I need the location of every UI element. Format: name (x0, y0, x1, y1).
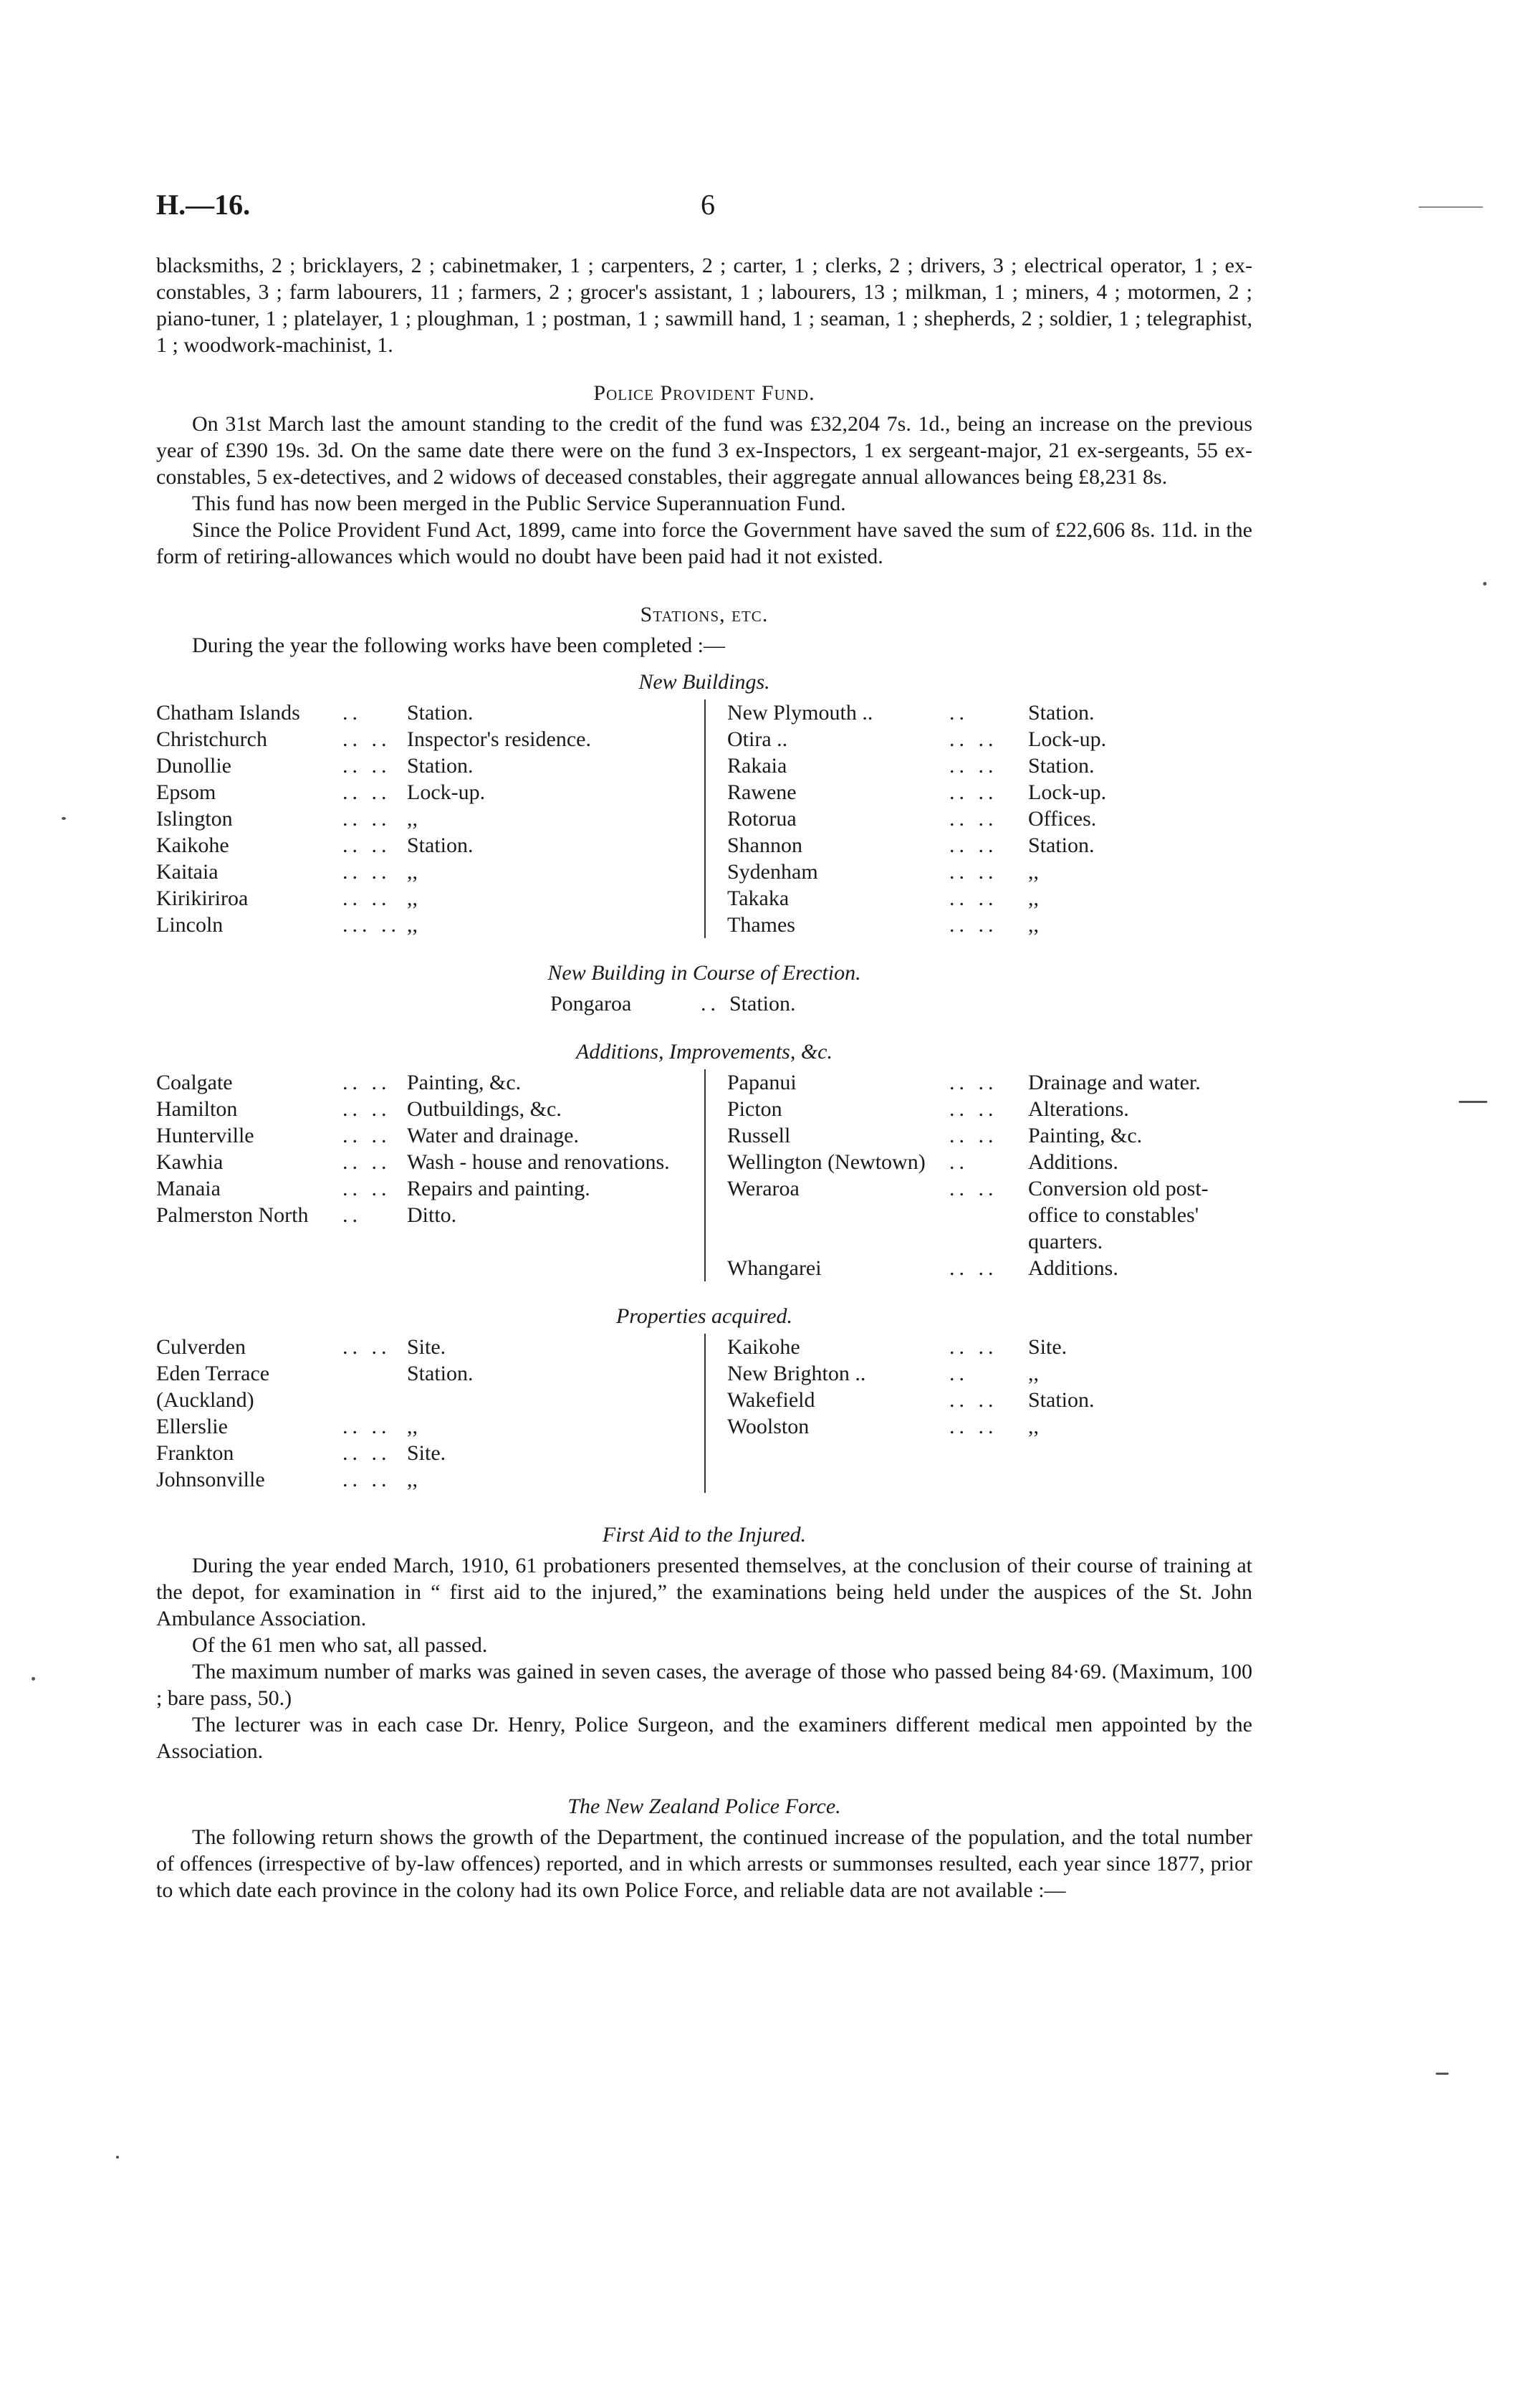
first-aid-paragraph-3: The maximum number of marks was gained in seven cases, the average of those who passed being 84·69. (Maximum, 100 ; bare pass, 50.) (156, 1660, 1252, 1710)
place-name: Coalgate (156, 1071, 233, 1094)
place-name: Islington (156, 807, 233, 831)
leader-dots: .. .. (949, 727, 998, 751)
work-description: Inspector's residence. (407, 727, 591, 751)
stations-heading: Stations, etc. (640, 603, 769, 626)
new-buildings-right-column (704, 699, 1252, 938)
leader-dots: .. .. (342, 1150, 391, 1174)
in-course-name: Pongaroa (550, 992, 632, 1016)
leader-dots: .. .. (342, 1335, 391, 1359)
table-row (727, 832, 1252, 859)
table-row (156, 1096, 690, 1122)
leader-dots: .. .. (342, 1415, 391, 1438)
leader-dots: .. .. (342, 887, 391, 910)
place-name: Manaia (156, 1177, 221, 1200)
place-name: Thames (727, 913, 795, 937)
provident-paragraph-3: Since the Police Provident Fund Act, 1899, came into force the Government have saved the sum of £22,606 8s. 11d. in the form of retiring-allowances which would no doubt have been paid had it not existed. (156, 518, 1252, 568)
place-name: Wakefield (727, 1388, 815, 1412)
work-description: ,, (1028, 1362, 1039, 1385)
work-description: Offices. (1028, 807, 1097, 831)
leader-dots: .. .. (949, 1335, 998, 1359)
place-name: Otira .. (727, 727, 788, 751)
work-description: Additions. (1028, 1150, 1118, 1174)
place-name: New Plymouth .. (727, 701, 873, 725)
police-force-heading: The New Zealand Police Force. (567, 1795, 841, 1818)
table-row (727, 1175, 1252, 1255)
place-name: Kaikohe (156, 833, 229, 857)
properties-left-column (156, 1334, 704, 1493)
table-row (727, 1096, 1252, 1122)
work-description: Water and drainage. (407, 1124, 579, 1147)
work-description: Station. (407, 701, 474, 725)
additions-heading: Additions, Improvements, &c. (576, 1040, 833, 1064)
place-name: Johnsonville (156, 1468, 265, 1491)
leader-dots: .. (342, 701, 362, 725)
work-description: Lock-up. (1028, 727, 1107, 751)
table-row (727, 1255, 1252, 1281)
table-row (156, 1175, 690, 1202)
table-row (727, 1413, 1252, 1440)
police-force-paragraph: The following return shows the growth of the Department, the continued increase of the population, and the total number of offences (irrespective of by-law offences) reported, and in which arrests or summonses resulted, each year since 1877, prior to which date each province in the colony had its own Police Force, and reliable data are not available :— (156, 1825, 1252, 1902)
new-buildings-left-column (156, 699, 704, 938)
provident-paragraph-2: This fund has now been merged in the Public Service Superannuation Fund. (192, 492, 846, 515)
table-row (156, 1413, 690, 1440)
place-name: Weraroa (727, 1177, 800, 1200)
table-row (727, 699, 1252, 726)
work-description: Station. (1028, 754, 1095, 778)
table-row (156, 752, 690, 779)
table-row (156, 1360, 690, 1413)
table-row (156, 912, 690, 938)
table-row (727, 806, 1252, 832)
place-name: Rawene (727, 780, 797, 804)
page-header (156, 188, 1252, 231)
leader-dots: .. .. (949, 1177, 998, 1200)
work-description: Conversion old post-office to constables' quarters. (1028, 1177, 1209, 1253)
table-row (156, 1122, 690, 1149)
place-name: Papanui (727, 1071, 797, 1094)
leader-dots: .. .. (342, 1441, 391, 1465)
leader-dots: .. .. (342, 1177, 391, 1200)
work-description: Outbuildings, &c. (407, 1097, 562, 1121)
table-row (727, 1069, 1252, 1096)
leader-dots: .. .. (949, 1388, 998, 1412)
additions-table (156, 1069, 1252, 1281)
scan-speck (32, 1677, 35, 1681)
place-name: Dunollie (156, 754, 231, 778)
leader-dots: .. .. (949, 780, 998, 804)
table-row (156, 806, 690, 832)
place-name: Epsom (156, 780, 216, 804)
leader-dots (342, 1360, 407, 1413)
table-row (156, 885, 690, 912)
leader-dots: .. .. (949, 887, 998, 910)
place-name: Rakaia (727, 754, 787, 778)
place-name: Kirikiriroa (156, 887, 249, 910)
table-row (156, 779, 690, 806)
place-name: Hunterville (156, 1124, 254, 1147)
table-row (156, 859, 690, 885)
leader-dots: .. .. (949, 833, 998, 857)
leader-dots: .. .. (949, 1124, 998, 1147)
leader-dots: .. .. (949, 1071, 998, 1094)
leader-dots: .. .. (949, 1097, 998, 1121)
leader-dots: .. .. (342, 1124, 391, 1147)
work-description: ,, (1028, 860, 1039, 884)
properties-table (156, 1334, 1252, 1493)
place-name: Rotorua (727, 807, 797, 831)
page-number: 6 (701, 188, 715, 221)
table-row (156, 699, 690, 726)
leader-dots: .. .. (949, 754, 998, 778)
stations-intro: During the year the following works have been completed :— (192, 634, 725, 657)
work-description: Lock-up. (1028, 780, 1107, 804)
work-description: Painting, &c. (1028, 1124, 1143, 1147)
place-name: Ellerslie (156, 1415, 228, 1438)
additions-left-column (156, 1069, 704, 1281)
table-row (727, 726, 1252, 752)
table-row (727, 1360, 1252, 1387)
work-description: ,, (1028, 913, 1039, 937)
table-row (727, 1334, 1252, 1360)
additions-right-column (704, 1069, 1252, 1281)
work-description: Station. (407, 754, 474, 778)
leader-dots: .. .. (342, 780, 391, 804)
place-name: Frankton (156, 1441, 234, 1465)
work-description: ,, (407, 913, 418, 937)
place-name: Chatham Islands (156, 701, 300, 725)
leader-dots: .. .. (342, 1097, 391, 1121)
place-name: Eden Terrace (Auckland) (156, 1362, 270, 1412)
document-reference: H.—16. (156, 188, 251, 221)
leader-dots: .. .. (342, 1071, 391, 1094)
table-row (727, 859, 1252, 885)
work-description: Station. (1028, 1388, 1095, 1412)
work-description: Alterations. (1028, 1097, 1129, 1121)
table-row (727, 779, 1252, 806)
provident-fund-heading: Police Provident Fund. (593, 381, 815, 405)
new-buildings-table (156, 699, 1252, 938)
work-description: Drainage and water. (1028, 1071, 1201, 1094)
leader-dots: .. .. (949, 1256, 998, 1280)
work-description: Lock-up. (407, 780, 486, 804)
table-row (727, 752, 1252, 779)
leader-dots: .. .. (949, 807, 998, 831)
table-row (156, 726, 690, 752)
work-description: Station. (407, 1362, 474, 1385)
table-row (156, 832, 690, 859)
place-name: Lincoln (156, 913, 224, 937)
work-description: Wash - house and renovations. (407, 1150, 670, 1174)
in-course-heading: New Building in Course of Erection. (547, 961, 861, 985)
place-name: Shannon (727, 833, 802, 857)
place-name: Kawhia (156, 1150, 224, 1174)
table-row (727, 885, 1252, 912)
table-row (156, 1202, 690, 1228)
properties-right-column (704, 1334, 1252, 1493)
place-name: Hamilton (156, 1097, 238, 1121)
table-row (156, 1069, 690, 1096)
scan-mark (1459, 1101, 1487, 1103)
place-name: Palmerston North (156, 1203, 309, 1227)
work-description: ,, (407, 887, 418, 910)
work-description: Site. (407, 1441, 446, 1465)
leader-dots: .. .. (949, 860, 998, 884)
table-row (727, 1122, 1252, 1149)
place-name: Sydenham (727, 860, 818, 884)
work-description: Station. (1028, 833, 1095, 857)
work-description: Ditto. (407, 1203, 457, 1227)
leader-dots: .. (949, 701, 969, 725)
work-description: Station. (407, 833, 474, 857)
table-row (156, 1440, 690, 1466)
in-course-dots: .. (701, 992, 720, 1016)
page-content (156, 252, 1252, 1903)
first-aid-paragraph-1: During the year ended March, 1910, 61 probationers presented themselves, at the conclusion of their course of training at the depot, for examination in “ first aid to the injured,” the examinations being held under the auspices of the St. John Ambulance Association. (156, 1554, 1252, 1630)
place-name: Culverden (156, 1335, 246, 1359)
scan-speck (116, 2156, 119, 2159)
leader-dots: .. (342, 1203, 362, 1227)
work-description: ,, (407, 807, 418, 831)
place-name: Takaka (727, 887, 790, 910)
leader-dots: .. .. (949, 1415, 998, 1438)
leader-dots: .. .. (342, 807, 391, 831)
table-row (727, 1387, 1252, 1413)
properties-heading: Properties acquired. (615, 1304, 793, 1328)
scan-speck (62, 817, 66, 820)
work-description: Site. (407, 1335, 446, 1359)
in-course-desc: Station. (729, 992, 796, 1016)
scan-speck (1483, 582, 1487, 586)
in-course-row (550, 990, 1252, 1017)
place-name: New Brighton .. (727, 1362, 866, 1385)
leader-dots: .. .. (342, 754, 391, 778)
leader-dots: ... .. (342, 913, 400, 937)
leader-dots: .. .. (342, 833, 391, 857)
leader-dots: .. .. (342, 860, 391, 884)
work-description: ,, (407, 860, 418, 884)
first-aid-paragraph-4: The lecturer was in each case Dr. Henry, Police Surgeon, and the examiners different medical men appointed by the Association. (156, 1713, 1252, 1763)
work-description: Repairs and painting. (407, 1177, 590, 1200)
leader-dots: .. .. (342, 727, 391, 751)
place-name: Wellington (Newtown) (727, 1150, 926, 1174)
work-description: ,, (407, 1468, 418, 1491)
place-name: Woolston (727, 1415, 810, 1438)
place-name: Russell (727, 1124, 791, 1147)
provident-paragraph-1: On 31st March last the amount standing to the credit of the fund was £32,204 7s. 1d., being an increase on the previous year of £390 19s. 3d. On the same date there were on the fund 3 ex-Inspectors, 1 ex sergeant-major, 21 ex-sergeants, 55 ex-constables, 5 ex-detectives, and 2 widows of deceased constables, their aggregate annual allowances being £8,231 8s. (156, 412, 1252, 489)
table-row (156, 1334, 690, 1360)
table-row (727, 1149, 1252, 1175)
scan-mark (1419, 206, 1483, 208)
first-aid-heading: First Aid to the Injured. (602, 1523, 807, 1547)
work-description: ,, (1028, 1415, 1039, 1438)
table-row (156, 1149, 690, 1175)
work-description: Station. (1028, 701, 1095, 725)
place-name: Christchurch (156, 727, 267, 751)
table-row (156, 1466, 690, 1493)
work-description: ,, (1028, 887, 1039, 910)
leader-dots: .. (949, 1362, 969, 1385)
place-name: Kaikohe (727, 1335, 800, 1359)
scan-mark (1436, 2073, 1449, 2075)
first-aid-paragraph-2: Of the 61 men who sat, all passed. (192, 1633, 488, 1657)
occupations-paragraph: blacksmiths, 2 ; bricklayers, 2 ; cabinetmaker, 1 ; carpenters, 2 ; carter, 1 ; clerks, 2 ; drivers, 3 ; electrical operator, 1 ; ex-constables, 3 ; farm labourers, 11 ; farmers, 2 ; grocer's assistant, 1 ; labourers, 13 ; milkman, 1 ; miners, 4 ; motormen, 2 ; piano-tuner, 1 ; platelayer, 1 ; ploughman, 1 ; postman, 1 ; sawmill hand, 1 ; seaman, 1 ; shepherds, 2 ; soldier, 1 ; telegraphist, 1 ; woodwork-machinist, 1. (156, 254, 1252, 357)
leader-dots: .. (949, 1150, 969, 1174)
work-description: Painting, &c. (407, 1071, 522, 1094)
work-description: ,, (407, 1415, 418, 1438)
leader-dots: .. .. (342, 1468, 391, 1491)
place-name: Kaitaia (156, 860, 219, 884)
place-name: Picton (727, 1097, 782, 1121)
place-name: Whangarei (727, 1256, 822, 1280)
leader-dots: .. .. (949, 913, 998, 937)
table-row (727, 912, 1252, 938)
work-description: Additions. (1028, 1256, 1118, 1280)
work-description: Site. (1028, 1335, 1068, 1359)
new-buildings-heading: New Buildings. (638, 670, 770, 694)
